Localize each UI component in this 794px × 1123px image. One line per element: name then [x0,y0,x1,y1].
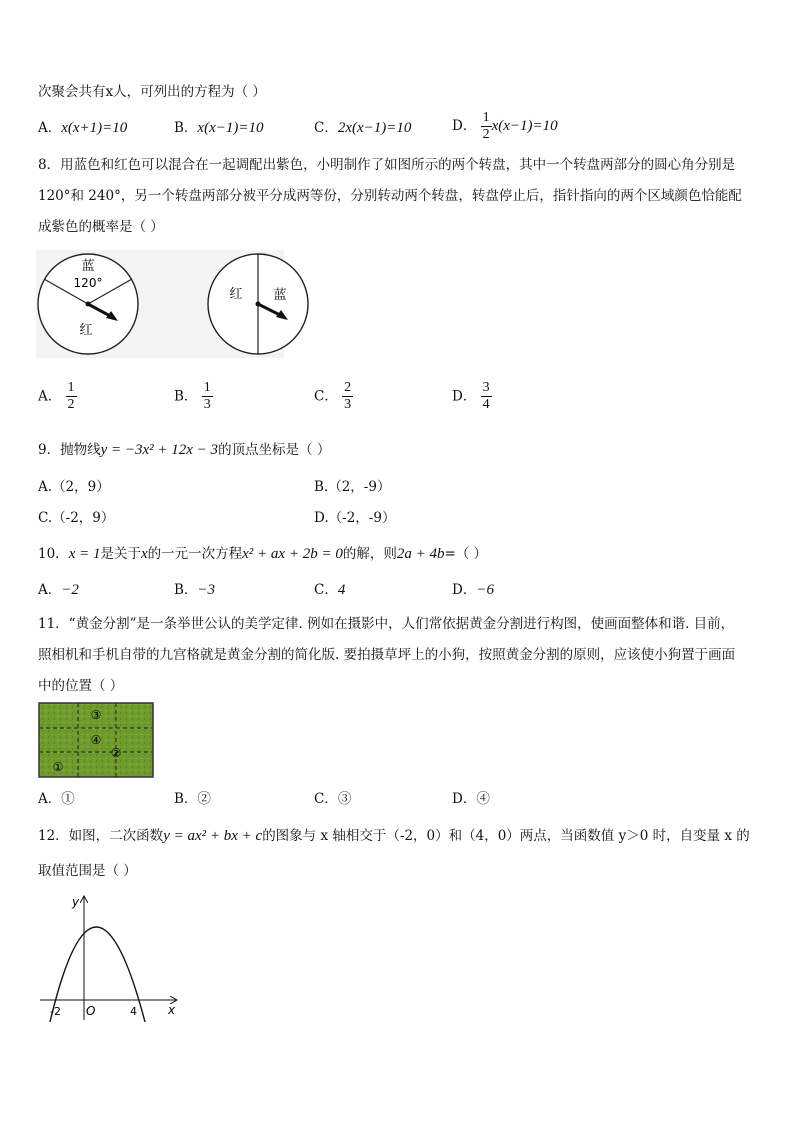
q10-option-a[interactable]: A．−2 [38,582,79,598]
q8-option-b[interactable]: B． $\frac{1}{3}$ [174,380,211,412]
q8-option-c[interactable]: C． $\frac{2}{3}$ [314,380,352,412]
q8-line2: 120°和 240°，另一个转盘两部分被平分成两等份，分别转动两个转盘，转盘停止后，指针指向的两个区域颜色恰能配 [38,188,742,204]
spinner-1-angle-label: 120° [73,276,103,290]
spinner-2 [208,254,308,354]
right-root-label: 4 [130,1005,137,1018]
q11-option-c[interactable]: C．③ [314,791,352,807]
q11-line3: 中的位置（ ） [38,678,124,694]
q9-option-c[interactable]: C.（-2，9） [38,510,115,526]
spinner-2-pivot [256,302,261,307]
q10-option-d[interactable]: D．−6 [452,582,494,598]
golden-grid-photo [38,702,154,778]
q7-option-a[interactable]: A．x(x+1)=10 [38,120,128,136]
q11-line2: 照相机和手机自带的九宫格就是黄金分割的简化版. 要拍摄草坪上的小狗，按照黄金分割的原则，应该使小狗置于画面 [38,647,736,663]
q7-option-d[interactable]: D． $\frac{1}{2}$ x(x−1)=10 [452,110,558,142]
q7-option-c[interactable]: C．2x(x−1)=10 [314,120,412,136]
spinner-1-top-label: 蓝 [81,259,95,274]
q10-option-c[interactable]: C．4 [314,582,346,598]
q9-option-d[interactable]: D.（-2，-9） [314,510,396,526]
q12-line2: 取值范围是（ ） [38,863,137,879]
origin-label: O [86,1004,96,1018]
fraction: $\frac{2}{3}$ [344,380,352,412]
q11-option-d[interactable]: D．④ [452,791,490,807]
fraction: $\frac{1}{2}$ [67,380,75,412]
q8-option-a[interactable]: A． $\frac{1}{2}$ [38,380,75,412]
q10-option-b[interactable]: B．−3 [174,582,216,598]
spinner-2-left-label: 红 [229,287,243,302]
grid-label-3: ③ [90,708,102,722]
q10-stem: 10．x = 1是关于x的一元一次方程x² + ax + 2b = 0的解，则2a + 4b=（ ） [38,546,488,562]
parabola-graph [38,892,183,1022]
grid-label-1: ① [52,760,64,774]
q11-option-b[interactable]: B．② [174,791,211,807]
q8-line1: 8．用蓝色和红色可以混合在一起调配出紫色，小明制作了如图所示的两个转盘，其中一个转盘两部分的圆心角分别是 [38,157,736,173]
q8-line3: 成紫色的概率是（ ） [38,219,164,235]
q11-line1: 11．“黄金分割”是一条举世公认的美学定律. 例如在摄影中，人们常依据黄金分割进行构图，使画面整体和谐. 目前， [38,616,735,632]
grid-label-2: ② [110,746,122,760]
x-axis-label: x [168,1003,176,1017]
q8-option-d[interactable]: D． $\frac{3}{4}$ [452,380,490,412]
fraction: $\frac{1}{3}$ [203,380,211,412]
fraction: $\frac{3}{4}$ [482,380,490,412]
spinner-figure [36,250,287,358]
spinner-2-right-label: 蓝 [273,288,287,303]
q9-option-a[interactable]: A.（2，9） [38,479,110,495]
q9-stem: 9．抛物线y = −3x² + 12x − 3的顶点坐标是（ ） [38,442,331,458]
fraction: $\frac{1}{2}$ [482,110,490,142]
q7-stem: 次聚会共有x人，可列出的方程为（ ） [38,84,266,100]
grid-label-4: ④ [90,733,102,747]
y-axis-label: y [72,895,80,909]
q12-stem: 12．如图，二次函数y = ax² + bx + c的图象与 x 轴相交于（-2，0）和（4，0）两点，当函数值 y＞0 时，自变量 x 的 [38,828,750,844]
left-root-label: -2 [50,1005,61,1018]
spinner-1-pivot [86,302,91,307]
q7-option-b[interactable]: B．x(x−1)=10 [174,120,264,136]
spinner-1 [38,254,138,354]
q11-option-a[interactable]: A．① [38,791,75,807]
q9-option-b[interactable]: B.（2，-9） [314,479,391,495]
spinner-1-bottom-label: 红 [79,323,93,338]
